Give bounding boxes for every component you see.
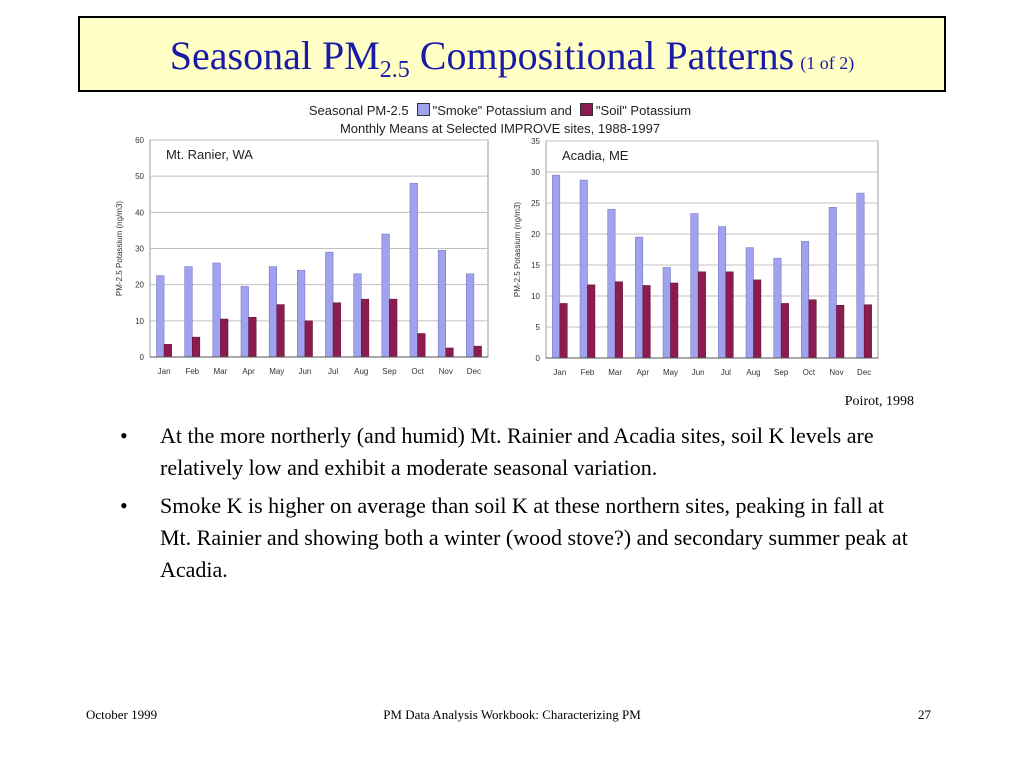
- x-tick-label: Dec: [466, 367, 482, 376]
- bar-smoke: [325, 252, 333, 357]
- x-tick-label: Oct: [802, 368, 816, 377]
- bar-soil: [864, 305, 871, 358]
- bar-smoke: [746, 248, 753, 358]
- x-tick-label: May: [269, 367, 285, 376]
- bar-smoke: [608, 209, 615, 358]
- bar-smoke: [354, 274, 362, 357]
- bar-soil: [192, 337, 200, 357]
- bar-soil: [164, 344, 172, 357]
- bar-smoke: [580, 180, 587, 358]
- bar-soil: [418, 333, 426, 357]
- smoke-legend-swatch: [417, 103, 430, 116]
- y-tick-label: 10: [135, 316, 144, 326]
- x-tick-label: Feb: [185, 367, 200, 376]
- x-tick-label: Apr: [636, 368, 650, 377]
- bar-soil: [615, 282, 622, 358]
- chart-mt-ranier: [110, 130, 490, 380]
- bullet-item: [120, 490, 910, 586]
- smoke-legend-label: "Smoke" Potassium and: [432, 103, 572, 118]
- bar-smoke: [774, 258, 781, 358]
- chart-site-title: Mt. Ranier, WA: [166, 147, 253, 162]
- bar-soil: [698, 272, 705, 358]
- y-tick-label: 0: [139, 353, 144, 362]
- bar-smoke: [691, 214, 698, 358]
- y-tick-label: 0: [535, 354, 540, 363]
- bar-smoke: [801, 241, 808, 358]
- footer-date: October 1999: [86, 707, 158, 722]
- x-tick-label: Nov: [829, 368, 844, 377]
- bar-smoke: [241, 286, 249, 357]
- y-tick-label: 20: [531, 230, 540, 239]
- x-tick-label: Oct: [411, 367, 424, 376]
- chart-header-line1: [0, 103, 1000, 118]
- bar-soil: [361, 299, 369, 357]
- bar-smoke: [829, 207, 836, 358]
- bullet-text: At the more northerly (and humid) Mt. Rainier and Acadia sites, soil K levels are relatively low and exhibit a moderate seasonal variation.: [160, 423, 874, 480]
- y-tick-label: 30: [531, 168, 540, 177]
- bar-smoke: [466, 274, 474, 357]
- y-tick-label: 15: [531, 261, 540, 270]
- y-axis-label: PM-2.5 Potassium (ng/m3): [513, 201, 522, 298]
- slide-title: [169, 33, 855, 83]
- bar-smoke: [635, 237, 642, 358]
- bar-smoke: [438, 250, 446, 357]
- bar-soil: [277, 305, 285, 357]
- bar-soil: [305, 321, 313, 357]
- title-rest: Compositional Patterns: [409, 33, 795, 78]
- soil-legend-label: "Soil" Potassium: [595, 103, 692, 118]
- bar-soil: [333, 303, 341, 357]
- x-tick-label: Jun: [298, 367, 312, 376]
- bar-soil: [837, 305, 844, 358]
- bar-soil: [220, 319, 228, 357]
- bar-soil: [643, 285, 650, 358]
- bar-smoke: [269, 267, 277, 357]
- x-tick-label: Apr: [242, 367, 255, 376]
- source-credit: Poirot, 1998: [844, 394, 914, 409]
- x-tick-label: Sep: [774, 368, 789, 377]
- bar-smoke: [718, 227, 725, 358]
- footer-page-number: 27: [918, 707, 931, 722]
- bar-soil: [389, 299, 397, 357]
- bar-soil: [809, 300, 816, 358]
- y-tick-label: 60: [135, 136, 144, 145]
- chart-acadia: [508, 133, 880, 380]
- bar-soil: [560, 303, 567, 358]
- chart-header-prefix: Seasonal PM-2.5: [308, 103, 409, 118]
- y-tick-label: 20: [135, 280, 144, 290]
- title-page-indicator: (1 of 2): [800, 53, 855, 73]
- bullet-symbol: •: [120, 493, 128, 518]
- x-tick-label: Jan: [157, 367, 171, 376]
- bar-smoke: [410, 183, 418, 357]
- soil-legend-swatch: [580, 103, 593, 116]
- bar-soil: [726, 272, 733, 358]
- x-tick-label: Jun: [691, 368, 705, 377]
- y-tick-label: 10: [531, 292, 540, 301]
- plot-area: [546, 141, 878, 358]
- bar-soil: [446, 348, 454, 357]
- x-tick-label: Aug: [746, 368, 761, 377]
- y-tick-label: 50: [135, 172, 144, 182]
- title-subscript: 2.5: [379, 57, 410, 83]
- bar-smoke: [382, 234, 390, 357]
- bar-smoke: [213, 263, 221, 357]
- y-axis-label: PM-2.5 Potassium (ng/m3): [115, 200, 124, 297]
- bullet-list: [120, 420, 910, 592]
- bar-smoke: [156, 276, 164, 357]
- bar-soil: [781, 303, 788, 358]
- x-tick-label: Jul: [327, 367, 339, 376]
- chart-header-line2: Monthly Means at Selected IMPROVE sites, 1988-1997: [339, 121, 661, 136]
- x-tick-label: May: [662, 368, 679, 377]
- chart-site-title: Acadia, ME: [562, 148, 629, 163]
- y-tick-label: 40: [135, 208, 144, 218]
- x-tick-label: Jul: [720, 368, 731, 377]
- x-tick-label: Aug: [354, 367, 369, 376]
- y-tick-label: 25: [531, 199, 540, 208]
- bar-soil: [249, 317, 257, 357]
- bar-soil: [671, 283, 678, 358]
- x-tick-label: Mar: [213, 367, 228, 376]
- y-tick-label: 35: [531, 137, 540, 146]
- y-tick-label: 5: [535, 323, 540, 332]
- x-tick-label: Feb: [580, 368, 595, 377]
- bar-smoke: [857, 193, 864, 358]
- bar-soil: [474, 346, 482, 357]
- x-tick-label: Sep: [382, 367, 397, 376]
- title-main: Seasonal PM: [169, 33, 380, 78]
- x-tick-label: Mar: [608, 368, 623, 377]
- title-box: [78, 16, 946, 92]
- footer-title: PM Data Analysis Workbook: Characterizing PM: [383, 707, 641, 722]
- bar-smoke: [552, 175, 559, 358]
- x-tick-label: Dec: [857, 368, 872, 377]
- bar-soil: [754, 280, 761, 358]
- bar-soil: [588, 285, 595, 358]
- bullet-symbol: •: [120, 423, 128, 448]
- y-tick-label: 30: [135, 244, 144, 254]
- x-tick-label: Jan: [553, 368, 567, 377]
- bar-smoke: [185, 267, 193, 357]
- bullet-text: Smoke K is higher on average than soil K at these northern sites, peaking in fall at Mt. Rainier and showing both a winter (wood stove?) and secondary summer peak at Acadia.: [160, 493, 908, 582]
- bullet-item: [120, 420, 910, 484]
- bar-smoke: [297, 270, 305, 357]
- bar-smoke: [663, 267, 670, 358]
- x-tick-label: Nov: [438, 367, 453, 376]
